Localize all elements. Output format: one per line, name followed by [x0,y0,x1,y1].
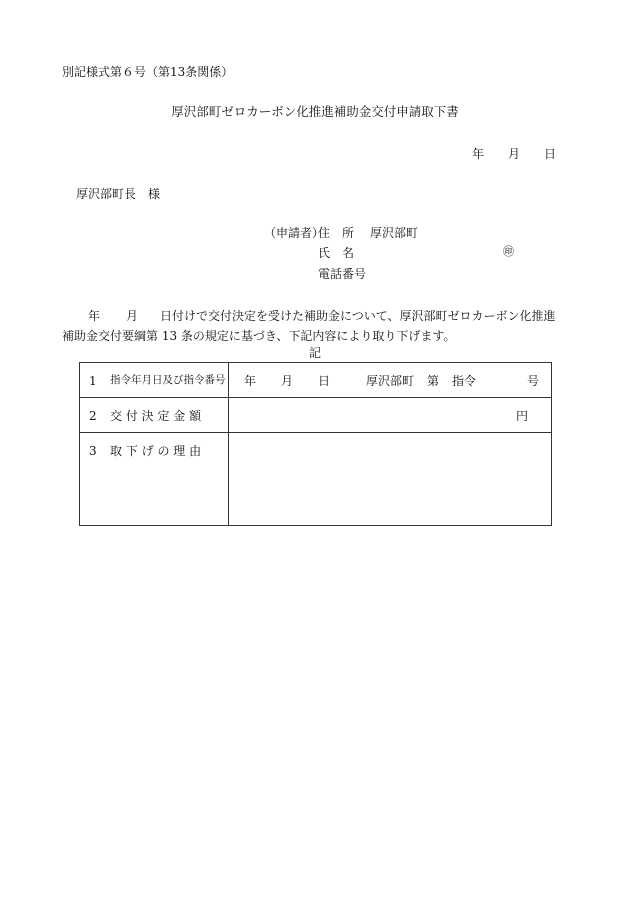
body-line-1-rest: 日付けで交付決定を受けた補助金について、厚沢部町ゼロカーボン化推進 [160,309,556,323]
body-month: 月 [126,309,139,323]
applicant-tel-label: 電話番号 [318,267,367,281]
order-year: 年 [244,374,257,388]
body-line-2: 補助金交付要綱第 13 条の規定に基づき、下記内容により取り下げます。 [62,329,456,343]
addressee: 厚沢部町長 様 [76,187,161,201]
table-value-cell[interactable] [229,363,552,398]
body-paragraph [62,306,582,346]
form-number: 別記様式第６号（第13条関係） [62,65,234,79]
table-label-cell [80,363,229,398]
order-go: 号 [527,374,540,388]
order-town: 厚沢部町 [366,374,415,388]
table-row [80,433,552,526]
table-label-cell [80,433,229,526]
applicant-name-label: 氏 名 [318,246,355,260]
date-year: 年 [472,147,485,161]
body-year: 年 [88,309,101,323]
table-value-cell[interactable] [229,433,552,526]
row-number: 2 [89,409,97,423]
row-label: 指令年月日及び指令番号 [110,374,226,386]
row-number: 1 [89,374,97,388]
amount-unit: 円 [516,409,529,423]
document-title: 厚沢部町ゼロカーボン化推進補助金交付申請取下書 [171,104,459,119]
body-line-1 [62,306,582,326]
table-value-cell[interactable] [229,398,552,433]
order-dai: 第 [427,374,440,388]
table-row [80,398,552,433]
date-day: 日 [544,147,557,161]
details-table [79,362,552,526]
row-label: 取 下 げ の 理 由 [110,444,202,458]
ki-label: 記 [308,346,321,360]
applicant-address-value: 厚沢部町 [370,226,419,240]
applicant-role: （申請者） [264,226,325,240]
seal-mark: ㊞ [503,245,514,258]
applicant-address-label: 住 所 [318,226,355,240]
date-month: 月 [508,147,521,161]
order-day: 日 [318,374,331,388]
table-label-cell [80,398,229,433]
row-number: 3 [89,444,97,458]
order-month: 月 [281,374,294,388]
table-row [80,363,552,398]
row-label: 交 付 決 定 金 額 [110,409,202,423]
order-shirei: 指令 [452,374,477,388]
